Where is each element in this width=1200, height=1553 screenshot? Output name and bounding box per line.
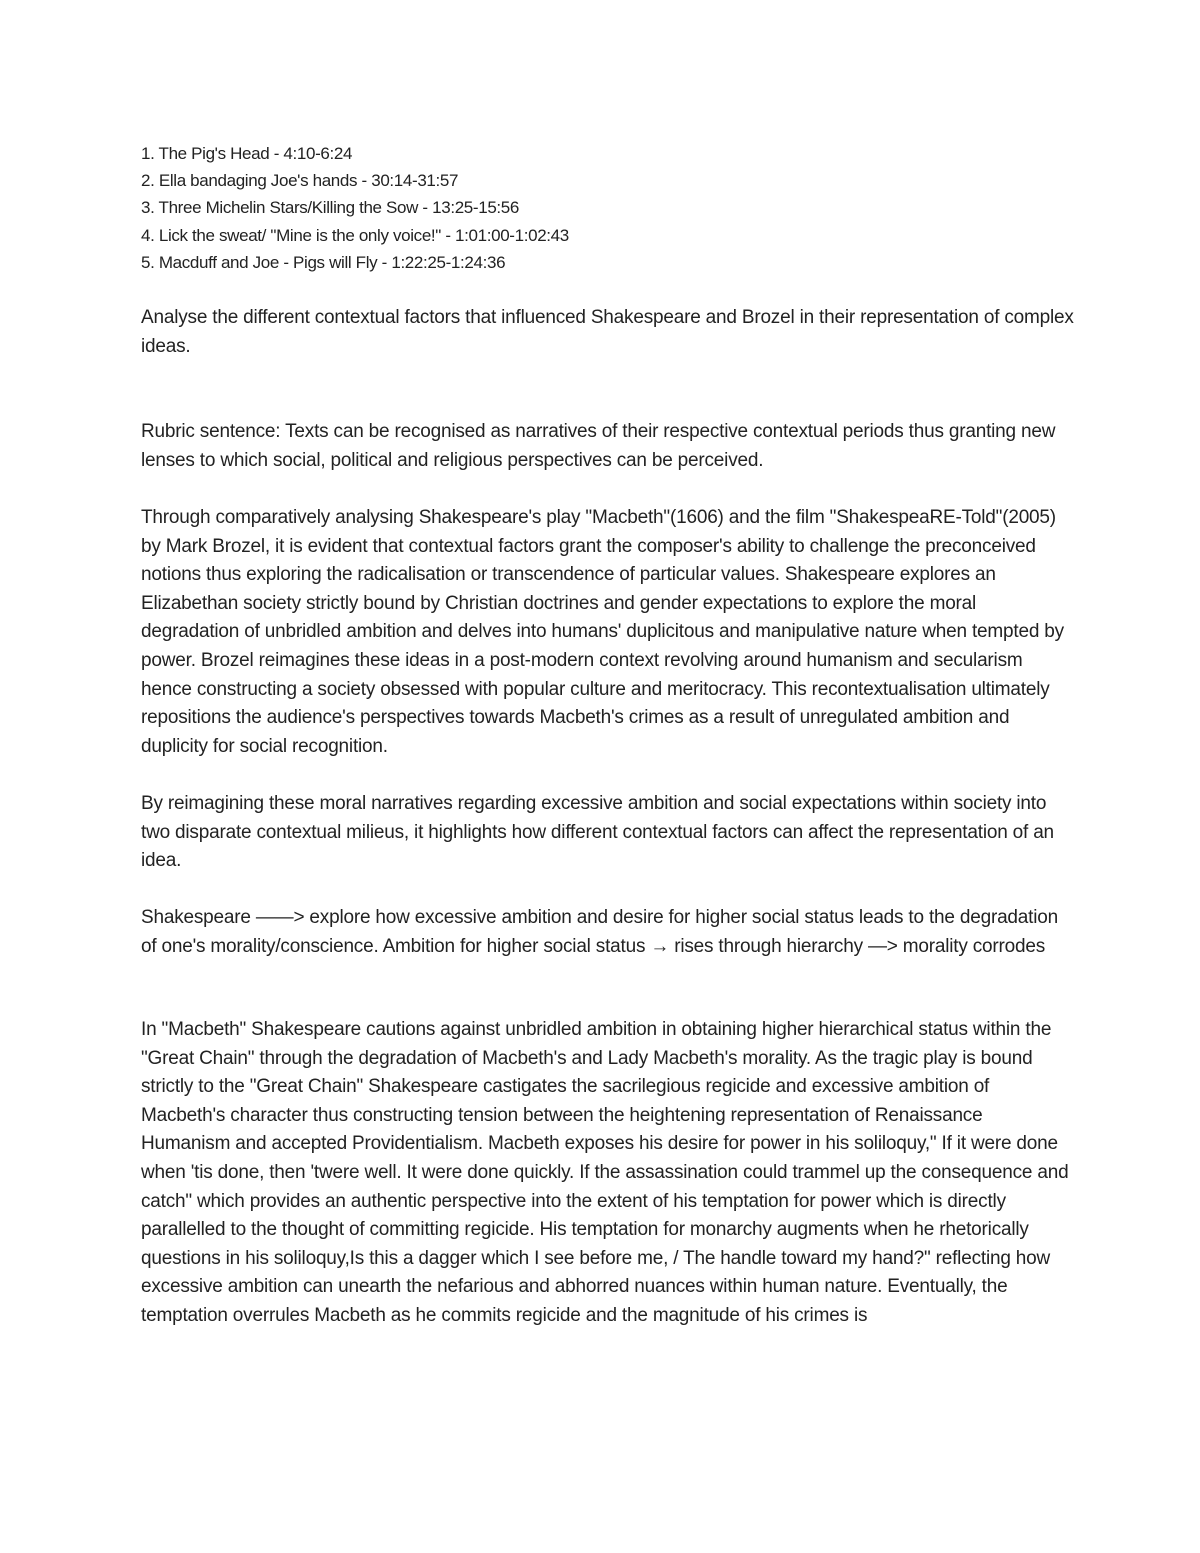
thesis-paragraph: Through comparatively analysing Shakespeare's play "Macbeth"(1606) and the film "ShakespeaRE-Told"(2005) by Mark Brozel, it is evident that contextual factors grant the composer's ability to challenge the preconceived notions thus exploring the radicalisation or transcendence of particular values. Shakespeare explores an Elizabethan society strictly bound by Christian doctrines and gender expectations to explore the moral degradation of unbridled ambition and delves into humans' duplicitous and manipulative nature when tempted by power. Brozel reimagines these ideas in a post-modern context revolving around humanism and secularism hence constructing a society obsessed with popular culture and meritocracy. This recontextualisation ultimately repositions the audience's perspectives towards Macbeth's crimes as a result of unregulated ambition and duplicity for social recognition. (141, 507, 1064, 757)
list-item: 2. Ella bandaging Joe's hands - 30:14-31:57 (141, 171, 459, 191)
shakespeare-notes: Shakespeare ——> explore how excessive ambition and desire for higher social status leads to the degradation of one's morality/conscience. Ambition for higher social status → rises through hierarchy —> morality corrodes (141, 907, 1059, 957)
list-item: 1. The Pig's Head - 4:10-6:24 (141, 144, 353, 163)
body-paragraph: In "Macbeth" Shakespeare cautions against unbridled ambition in obtaining higher hierarchical status within the "Great Chain" through the degradation of Macbeth's and Lady Macbeth's morality. As the tragic play is bound strictly to the "Great Chain" Shakespeare castigates the sacrilegious regicide and excessive ambition of Macbeth's character thus constructing tension between the heightening representation of Renaissance Humanism and accepted Providentialism. Macbeth exposes his desire for power in his soliloquy," If it were done when 'tis done, then 'twere well. It were done quickly. If the assassination could trammel up the consequence and catch" which provides an authentic perspective into the extent of his temptation for power which is directly parallelled to the thought of committing regicide. His temptation for monarchy augments when he rhetorically questions in his soliloquy,Is this a dagger which I see before me, / The handle toward my hand?" reflecting how excessive ambition can unearth the nefarious and abhorred nuances within human nature. Eventually, the temptation overrules Macbeth as he commits regicide and the magnitude of his crimes is (141, 1019, 1069, 1326)
list-item: 5. Macduff and Joe - Pigs will Fly - 1:22:25-1:24:36 (141, 252, 506, 272)
scene-list (141, 140, 1101, 276)
list-item: 3. Three Michelin Stars/Killing the Sow - 13:25-15:56 (141, 198, 520, 218)
list-item: 4. Lick the sweat/ "Mine is the only voice!" - 1:01:00-1:02:43 (141, 225, 569, 245)
essay-question: Analyse the different contextual factors that influenced Shakespeare and Brozel in their representation of complex ideas. (141, 307, 1074, 357)
thesis-continuation: By reimagining these moral narratives regarding excessive ambition and social expectations within society into two disparate contextual milieus, it highlights how different contextual factors can affect the representation of an idea. (141, 793, 1054, 872)
rubric-sentence: Rubric sentence: Texts can be recognised as narratives of their respective contextual periods thus granting new lenses to which social, political and religious perspectives can be perceived. (141, 421, 1056, 471)
